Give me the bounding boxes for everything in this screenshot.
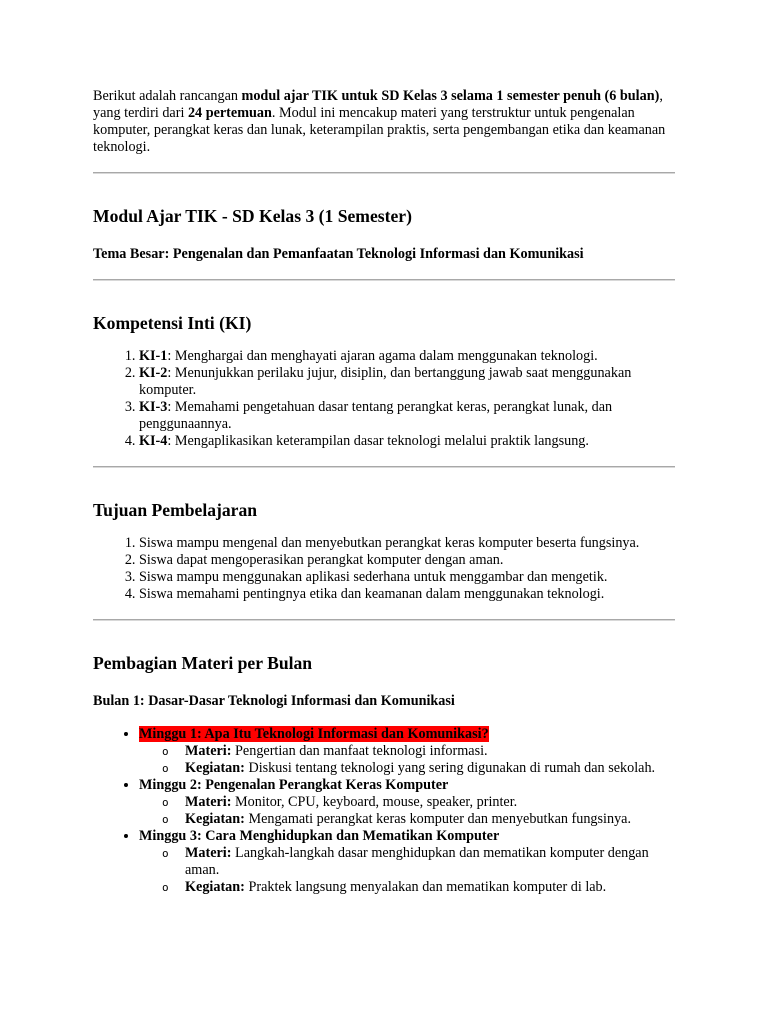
week-title-highlighted: Minggu 1: Apa Itu Teknologi Informasi dan Komunikasi?	[139, 726, 489, 742]
materi-label: Materi:	[185, 845, 232, 861]
list-item: 2. Siswa dapat mengoperasikan perangkat komputer dengan aman.	[139, 552, 675, 569]
divider	[93, 619, 675, 621]
kegiatan-label: Kegiatan:	[185, 811, 245, 827]
materi-text: Langkah-langkah dasar menghidupkan dan mematikan komputer dengan aman.	[185, 845, 649, 878]
week-details	[139, 845, 675, 896]
week-title: Minggu 2: Pengenalan Perangkat Keras Komputer	[139, 777, 449, 793]
list-item: 4. Siswa memahami pentingnya etika dan keamanan dalam menggunakan teknologi.	[139, 586, 675, 603]
list-item: 1. Siswa mampu mengenal dan menyebutkan perangkat keras komputer beserta fungsinya.	[139, 535, 675, 552]
list-item	[139, 348, 675, 365]
list-item	[185, 760, 675, 777]
week-item	[139, 777, 675, 828]
ki-text: : Memahami pengetahuan dasar tentang perangkat keras, perangkat lunak, dan penggunaannya.	[139, 399, 613, 432]
kegiatan-label: Kegiatan:	[185, 879, 245, 895]
week-title: Minggu 3: Cara Menghidupkan dan Mematikan Komputer	[139, 828, 500, 844]
ki-text: : Menunjukkan perilaku jujur, disiplin, dan bertanggung jawab saat menggunakan komputer.	[139, 365, 632, 398]
list-item	[185, 845, 675, 879]
ki-list	[93, 348, 675, 450]
ki-code: KI-2	[139, 365, 168, 381]
kegiatan-text: Praktek langsung menyalakan dan mematikan komputer di lab.	[244, 879, 607, 895]
list-item	[185, 743, 675, 760]
weeks-list	[93, 726, 675, 896]
ki-code: KI-4	[139, 433, 168, 449]
kegiatan-label: Kegiatan:	[185, 760, 245, 776]
ki-title: Kompetensi Inti (KI)	[93, 313, 252, 333]
module-title: Modul Ajar TIK - SD Kelas 3 (1 Semester)	[93, 206, 412, 226]
ki-code: KI-1	[139, 348, 168, 364]
intro-text-1: Berikut adalah rancangan	[93, 88, 242, 104]
materi-title: Pembagian Materi per Bulan	[93, 653, 313, 673]
week-details	[139, 743, 675, 777]
divider	[93, 279, 675, 281]
ki-text: : Menghargai dan menghayati ajaran agama dalam menggunakan teknologi.	[167, 348, 598, 364]
intro-bold-1: modul ajar TIK untuk SD Kelas 3 selama 1 semester penuh (6 bulan)	[241, 88, 660, 104]
week-item	[139, 828, 675, 896]
list-item	[185, 811, 675, 828]
divider	[93, 172, 675, 174]
ki-code: KI-3	[139, 399, 168, 415]
kegiatan-text: Diskusi tentang teknologi yang sering digunakan di rumah dan sekolah.	[244, 760, 656, 776]
list-item	[185, 794, 675, 811]
bulan-heading: Bulan 1: Dasar-Dasar Teknologi Informasi dan Komunikasi	[93, 693, 455, 709]
week-item	[139, 726, 675, 777]
intro-text-3: . Modul ini mencakup materi yang terstruktur untuk pengenalan komputer, perangkat keras dan lunak, keterampilan praktis, serta pengembangan etika dan keamanan teknologi.	[93, 105, 666, 155]
tujuan-list	[93, 535, 675, 603]
materi-label: Materi:	[185, 743, 232, 759]
list-item	[185, 879, 675, 896]
intro-text-2: , yang terdiri dari	[93, 88, 663, 121]
week-details	[139, 794, 675, 828]
intro-bold-2: 24 pertemuan	[187, 105, 272, 121]
tujuan-title: Tujuan Pembelajaran	[93, 500, 258, 520]
list-item: 3. Siswa mampu menggunakan aplikasi sederhana untuk menggambar dan mengetik.	[139, 569, 675, 586]
tema-heading: Tema Besar: Pengenalan dan Pemanfaatan Teknologi Informasi dan Komunikasi	[93, 246, 584, 262]
materi-text: Pengertian dan manfaat teknologi informasi.	[231, 743, 488, 759]
materi-label: Materi:	[185, 794, 232, 810]
list-item	[139, 433, 675, 450]
list-item	[139, 365, 675, 399]
divider	[93, 466, 675, 468]
intro-paragraph	[93, 88, 675, 156]
list-item	[139, 399, 675, 433]
kegiatan-text: Mengamati perangkat keras komputer dan menyebutkan fungsinya.	[244, 811, 632, 827]
materi-text: Monitor, CPU, keyboard, mouse, speaker, printer.	[231, 794, 518, 810]
ki-text: : Mengaplikasikan keterampilan dasar teknologi melalui praktik langsung.	[167, 433, 589, 449]
